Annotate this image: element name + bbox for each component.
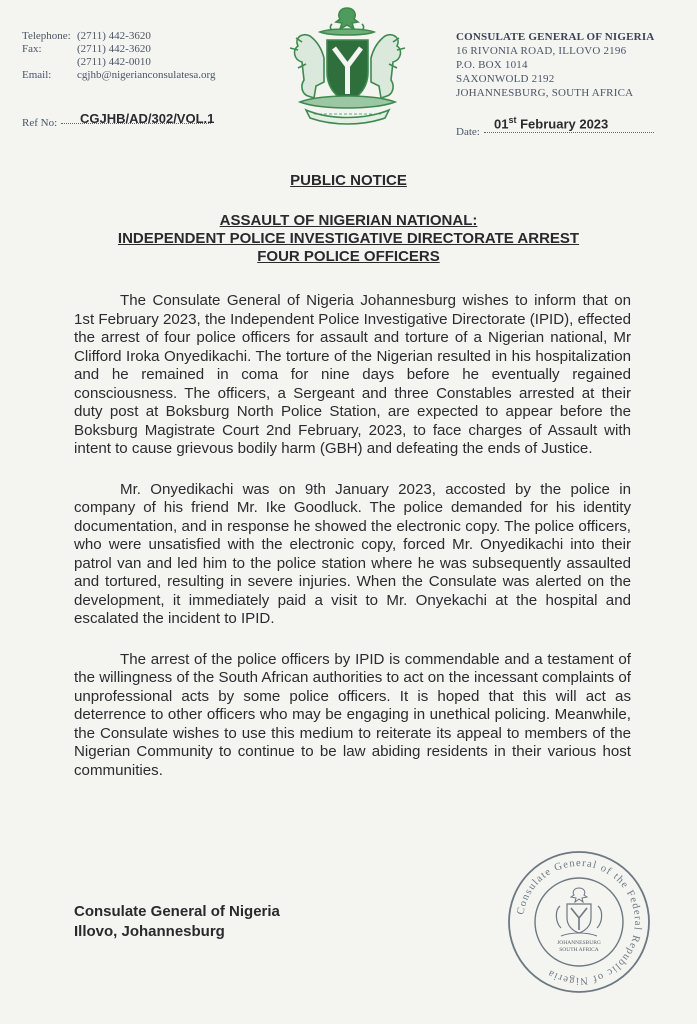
contact-value: (2711) 442-3620 <box>77 30 151 42</box>
address-line: P.O. BOX 1014 <box>456 59 528 71</box>
date-month-year: February 2023 <box>516 116 609 132</box>
contact-block <box>22 30 216 82</box>
date-label: Date: <box>456 126 480 138</box>
contact-label: Telephone: <box>22 30 71 42</box>
headline-line: FOUR POLICE OFFICERS <box>257 248 440 265</box>
contact-label <box>22 56 77 69</box>
date-line <box>456 126 654 138</box>
headline-line: INDEPENDENT POLICE INVESTIGATIVE DIRECTORATE ARREST <box>117 230 580 247</box>
contact-label: Fax: <box>22 43 42 55</box>
consulate-official-stamp <box>505 848 653 996</box>
reference-dotted-line <box>61 123 211 124</box>
stamp-inner-line: SOUTH AFRICA <box>559 947 599 953</box>
contact-value: cgjhb@nigerianconsulatesa.org <box>77 69 216 81</box>
contact-row-telephone <box>22 30 216 43</box>
signature-org: Consulate General of Nigeria <box>74 903 280 920</box>
contact-value: (2711) 442-0010 <box>77 56 151 68</box>
contact-row-fax-2 <box>22 56 216 69</box>
date-suffix: st <box>508 115 517 125</box>
reference-number: CGJHB/AD/302/VOL.1 <box>80 111 215 126</box>
body-paragraph: The arrest of the police officers by IPID is commendable and a testament of the willingness of the South African authorities to act on the incessant complaints of unprofessional acts by some police officers. It is hoped that this will act as deterrence to other officers who may be engaging in unethical policing. Meanwhile, the Consulate wishes to use this medium to reiterate its appeal to members of the Nigerian Community to continue to be law abiding residents in their various host communities. <box>74 650 631 779</box>
nigeria-coat-of-arms-icon <box>280 2 415 127</box>
reference-line <box>22 117 211 129</box>
reference-label: Ref No: <box>22 117 58 129</box>
contact-row-email <box>22 69 216 82</box>
signature-block <box>74 902 280 942</box>
address-line: 16 RIVONIA ROAD, ILLOVO 2196 <box>456 45 627 57</box>
contact-label: Email: <box>22 69 52 81</box>
address-org-name: CONSULATE GENERAL OF NIGERIA <box>456 31 655 43</box>
date-day: 01 <box>494 116 509 132</box>
address-line: SAXONWOLD 2192 <box>456 73 555 85</box>
notice-headline <box>0 212 697 266</box>
stamp-inner-line: JOHANNESBURG <box>557 940 601 946</box>
consulate-address-block <box>456 30 654 100</box>
notice-title: PUBLIC NOTICE <box>290 172 407 189</box>
stamp-ring-text: Consulate General of the Federal Republic of Nigeria <box>515 857 644 987</box>
address-line: JOHANNESBURG, SOUTH AFRICA <box>456 87 634 99</box>
date-dotted-line <box>484 132 654 133</box>
contact-value: (2711) 442-3620 <box>77 43 151 55</box>
contact-row-fax <box>22 43 216 56</box>
body-paragraph: The Consulate General of Nigeria Johannesburg wishes to inform that on 1st February 2023, the Independent Police Investigative Directorate (IPID), effected the arrest of four police officers for assault and torture of a Nigerian national, Mr Clifford Iroka Onyedikachi. The torture of the Nigerian resulted in his hospitalization and he remained in coma for nine days before he eventually regained consciousness. The officers, a Sergeant and three Constables arrested at their duty post at Boksburg North Police Station, are expected to appear before the Boksburg Magistrate Court 2nd February, 2023, to face charges of Assault with intent to cause grievous bodily harm (GBH) and defeating the ends of Justice. <box>74 292 631 457</box>
body-paragraph: Mr. Onyedikachi was on 9th January 2023, accosted by the police in company of his friend Mr. Ike Goodluck. The police demanded for his identity documentation, and in response he showed the electronic copy. The police officers, who were unsatisfied with the electronic copy, forced Mr. Onyedikachi into their patrol van and led him to the police station where he was subsequently assaulted and tortured, resulting in severe injuries. When the Consulate was alerted on the development, it immediately paid a visit to Mr. Onyekachi at the hospital and escalated the incident to IPID. <box>74 480 631 627</box>
headline-line: ASSAULT OF NIGERIAN NATIONAL: <box>219 212 478 229</box>
signature-location: Illovo, Johannesburg <box>74 923 225 940</box>
notice-body <box>74 292 631 802</box>
